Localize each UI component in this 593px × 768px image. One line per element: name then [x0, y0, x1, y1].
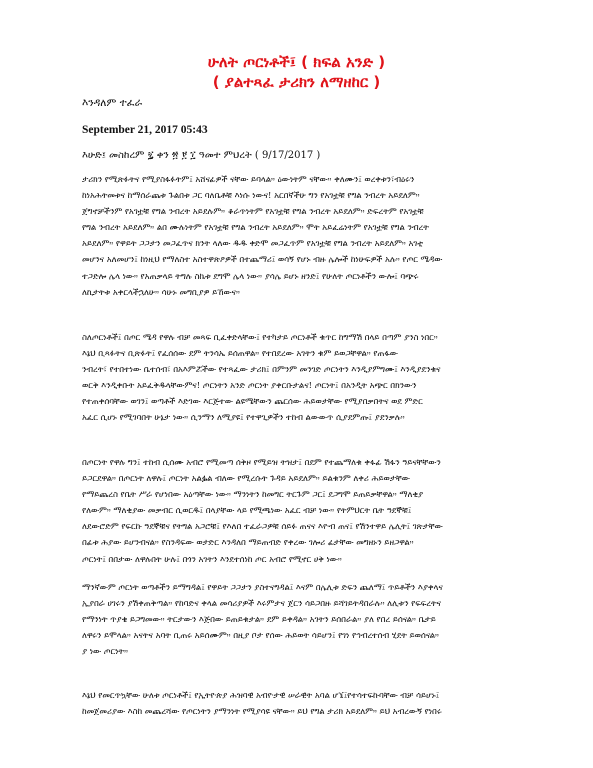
- text-line: ታሪክን የሚጽፉትና የሚያስፋፉትም፤ አሸናፊዎች ናቸው ይባላል። ዕውነትም ናቸው። ቀለሙን፤ ወረቀቱን፣ብዕሩን: [82, 174, 415, 184]
- text-line: ለዋሩን ይሞላል። አናትና አባት ቢጠሩ አይሰሙም። በዚያ ቦታ የሰው ሕይወት ሳይሆን፤ የገነ የኅብረተሰብ ሂደት ይወሰናል።: [82, 630, 439, 641]
- text-line: አይደለም። የዋይት ጋጋታን መጋፈጥና ክንት ላለው ዱዱ ቀድሞ መጋፈጥም የአገቷቹ የግል ንብረት አይደለም። አገቲ: [82, 238, 423, 249]
- paragraph-3: [82, 454, 523, 567]
- text-line: ማንኛውም ጦርነት ወጣቶችን ይማግዳል፤ የዋይት ጋጋታን ያስተናግዳል፤ እናም በሌሊቱ ድፍን ጨለማ፤ ጥይቶችን እያቀላና: [82, 582, 443, 592]
- post-date: September 21, 2017 05:43: [82, 124, 208, 136]
- title-line-2: ( ያልተጻፈ ታሪክን ለማዘከር ): [212, 73, 381, 91]
- text-line: ተጋድሎ ሌላ ነው። የአጠቃላይ ትግሉ ስኬቱ ደግሞ ሌላ ነው። ያሳሌ ይሆኑ ዘንድ፤ የሁለት ጦርነቶችን ውሎ፤ ባጭሩ: [82, 270, 419, 281]
- text-line: የማይጨረስ የቤት ሥራ የሆነበው አዕጣቸው ነው። ማንነትን ከመግር ትርጉም ጋር፤ ደጋግሞ ይጠይቃቸዋል። ማለቂያ: [82, 489, 424, 500]
- paragraph-1: [82, 171, 523, 300]
- document-title: [0, 52, 593, 92]
- text-line: እኔህ የመርጥኳቸው ሁለቱ ጦርነቶች፤ የኢትዮጵያ ሕዝባዊ አብዮታዊ ሠራዊት አባል ሆኜ፤የተሳተፍኩባቸው ብቻ ሳይሆኑ፤: [82, 690, 440, 700]
- text-line: አፈር ሲሆኑ የሚገባበት ሁኔታ ነው። ሲንማን ለሚያዩ፤ የተዋጊዎችን ተከብ ልውውጥ ሲያደምጡ፤ ያደንቃሉ።: [82, 412, 405, 423]
- text-line: በፊቱ ሕያው ይሆንብናል። የስንዳፍው ወታድር እንዳለበ ማይጠብድ የቀረው ገሎሪ ፊታቸው መግዘኑን ይዘጋዋል።: [82, 537, 414, 548]
- title-line-1: ሁለት ጦርነቶች፤ ( ክፍል አንድ ): [207, 53, 386, 71]
- text-line: ኢያበራ ሀገሩን ያሽቀጠቅጣል። የከባድና ቀላል መሳሪያዎች እሩምታና ጀርን ሳይጋበዙ ይሻገይትዳበራሉ። ለሊቱን የፍፍረትና: [82, 598, 442, 609]
- paragraph-2: [82, 329, 523, 426]
- text-line: ያ ነው ጦርነት።: [82, 646, 128, 657]
- ethiopian-dateline: እሁድ፤ መስከረም ፯ ቀን ፳ ፻ ፲ ዓመተ ምህረት ( 9/17/2017 ): [82, 150, 321, 161]
- text-line: ወርቅ እንዲቀቡት አይፈቅዱላቸውምና! ጦርነትን አንድ ጦርነት ያቀርቡታልና! ጦርነት፤ በአንዲት አጭር በክንውን: [82, 380, 417, 391]
- text-line: የለውም። ማለቂያው መቃብር ሲወርዱ፤ በላያቸው ላይ የሚጫነው አፈር ብቻ ነው። የትምህርት ቤት ዓደኞቹ፤: [82, 505, 412, 516]
- text-line: ጀግኖቻችንም የአገቷቹ የግል ንብረት አይደሉም። ቆራጥነትም የአገቷቹ የግል ንብረት አይደለም። ድፍረትም የአገቷቹ: [82, 206, 424, 217]
- text-line: የተጠቀሰባቸው ወገን፤ ወጣቶች እድገው እርጅተው ልዩሜቸውን ጨርሰው ሕይወታቸው የሚያበቃበትና ወደ ምድር: [82, 396, 423, 407]
- text-line: ከመጀመሪያው እስከ መጨረሻው የጦርነትን ያማንነት የሚያሳዩ ናቸው። ይህ የግል ታሪክ አይደለም። ይህ አብረውኝ የነበሩ: [82, 706, 442, 717]
- text-line: የማንነት ጥያቄ ይጋግመው። ትርታውን እጅበው ይጠይቁታል። ደም ይቀዳል። አገትን ይሰበራል። ያለ የበረ ይሰናል። ቤታይ: [82, 614, 436, 625]
- paragraph-5: [82, 687, 523, 719]
- text-line: ለደውሮድም የፍርኩ ዓደኞቹና የትግል አጋሮቹ፤ የእለበ ተፈራጋዎቹ ሰይፉ ጠናና እዮብ ጠና፤ የሽንተዋይ ሌሊት፤ ገጽታቸው: [82, 521, 443, 532]
- text-line: እኔህ ቢጻፉትና ቢጽፉት፤ የፈሰሰው ደም ትንሳኤ ይሰጠዋል። የተበደረው አገትን ቁም ይወጋቸዋል። የጠፋው: [82, 348, 398, 359]
- paragraph-4: [82, 579, 523, 659]
- text-line: ስለጦርነቶች፤ በጦር ሜዳ የዋሉ ብቻ መጻፍ ቢፈቀድላቸው፤ የተካታይ ጦርነቶች ቁጥር ከግማሽ በላይ በጣም ያንስ ነበር።: [82, 332, 438, 342]
- text-line: መሆንና አለመሆን፤ ከነዚህ የማለስተ አስተዋጽዖዎች በተጨማሪ፤ ወሳኝ የሆኑ ብዙ ሌሎች ከነሁፍዎች አሉ። የጦር ሜዳው: [82, 254, 443, 265]
- text-line: ከነአሕትመቱና ከማሰራጨቱ ጉልበቱ ጋር ባለቤቶቹ እነሱ ነውና! አርበኛችሁ ግን የአገቷቹ የግል ንብረት አይደለም።: [82, 190, 420, 201]
- author-name: እንዳለም ተፈራ: [82, 97, 143, 109]
- text-line: ንብረት፣ የተበተነው ቤተሰብ፣ በአእምሯችው የተጻፈው ታሪክ፤ በምንም መንገድ ጦርነትን እንዲያምግሙ፤ እንዲያደንቁና: [82, 364, 441, 375]
- text-line: በጦርነት የዋሉ ግን፤ ተከብ ሲሰሙ አብሮ የሚመጣ ሰቅዞ የሚይዝ ትዝታ፤ በደም የተጨማለቁ ቀፋፊ ሽፋን ዓይናቸቸውን: [82, 457, 441, 467]
- text-line: ይጋርደዋል። በጦርነት ለዋሉ፤ ጦርነት አልፏል ብለው የሚረሱት ጉዳይ አይደለም። ይልቁንም ለቀሪ ሕይወታቸው: [82, 473, 410, 484]
- text-line: ጦርነት፤ በበታው ለዋሉበት ሁሉ፤ በጎን አገትን እንደተሰነከ ጦር አብሮ የሚኖር ሀቅ ነው።: [82, 553, 342, 564]
- text-line: ለኪታትቱ አቀርላችኋለሁ። ሳሁኑ መግቢያዎ ይኸውና።: [82, 286, 240, 297]
- text-line: የግል ንብረት አይደለም። ልበ ሙሉነትም የአገቷቹ የግል ንብረት አይደለም። ሞት አይፈሬነትም የአገቷቹ የግል ንብረት: [82, 222, 429, 233]
